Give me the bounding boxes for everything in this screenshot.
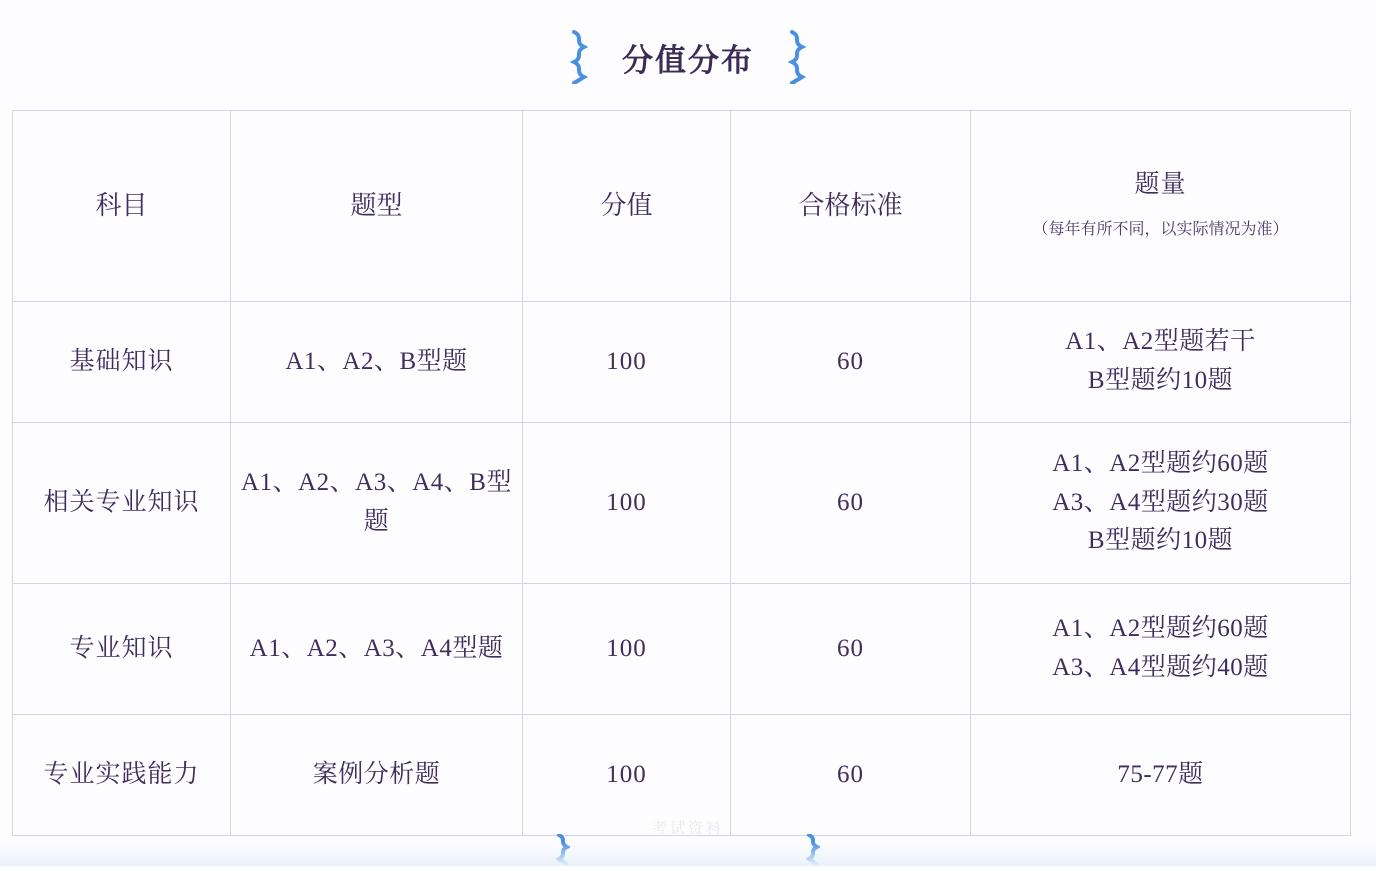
cell-question-type: A1、A2、B型题 — [231, 302, 523, 423]
cell-quantity-line: A1、A2型题约60题 — [1052, 449, 1269, 477]
table-header-row — [13, 111, 1351, 302]
cell-score: 100 — [523, 584, 731, 715]
cell-subject: 相关专业知识 — [13, 423, 231, 584]
watermark: 考试资料 — [651, 820, 725, 837]
cell-quantity — [971, 584, 1351, 715]
cell-quantity-line: A1、A2型题若干 — [1065, 328, 1256, 356]
table-row — [13, 423, 1351, 584]
bottom-gradient — [0, 842, 1376, 866]
column-header-quantity — [971, 111, 1351, 302]
squiggle-decoration-right-icon — [788, 30, 806, 84]
title-row — [0, 22, 1376, 92]
cell-quantity-line: A3、A4型题约40题 — [1052, 654, 1269, 681]
score-distribution-table — [12, 110, 1351, 836]
cell-pass-standard: 60 — [731, 584, 971, 715]
cell-pass-standard: 60 — [731, 423, 971, 584]
column-header-quantity-note: （每年有所不同，以实际情况为准） — [1032, 221, 1289, 239]
cell-question-type: A1、A2、A3、A4型题 — [231, 584, 523, 715]
cell-subject: 基础知识 — [13, 302, 231, 423]
cell-question-type: 案例分析题 — [231, 715, 523, 836]
cell-score: 100 — [523, 423, 731, 584]
table-header — [13, 111, 1351, 302]
cell-quantity-line: A1、A2型题约60题 — [1052, 615, 1269, 643]
cell-score: 100 — [523, 302, 731, 423]
cell-quantity — [971, 715, 1351, 836]
cell-quantity-line: B型题约10题 — [1087, 527, 1234, 555]
column-header-subject: 科目 — [13, 111, 231, 302]
cell-quantity-line: A3、A4型题约30题 — [1052, 488, 1269, 516]
score-distribution-table-wrapper — [12, 110, 1350, 836]
cell-quantity — [971, 302, 1351, 423]
column-header-score: 分值 — [523, 111, 731, 302]
cell-score: 100 — [523, 715, 731, 836]
cell-quantity — [971, 423, 1351, 584]
cell-question-type: A1、A2、A3、A4、B型题 — [231, 423, 523, 584]
cell-pass-standard: 60 — [731, 302, 971, 423]
cell-pass-standard: 60 — [731, 715, 971, 836]
page-title: 分值分布 — [622, 42, 754, 78]
table-row — [13, 584, 1351, 715]
cell-subject: 专业知识 — [13, 584, 231, 715]
column-header-question-type: 题型 — [231, 111, 523, 302]
cell-quantity-line: B型题约10题 — [1087, 367, 1234, 394]
table-row — [13, 302, 1351, 423]
column-header-pass-standard: 合格标准 — [731, 111, 971, 302]
squiggle-decoration-left-icon — [570, 30, 588, 84]
cell-quantity-line: 75-77题 — [1117, 760, 1204, 788]
column-header-quantity-main: 题量 — [1134, 170, 1187, 198]
table-body — [13, 302, 1351, 836]
cell-subject: 专业实践能力 — [13, 715, 231, 836]
